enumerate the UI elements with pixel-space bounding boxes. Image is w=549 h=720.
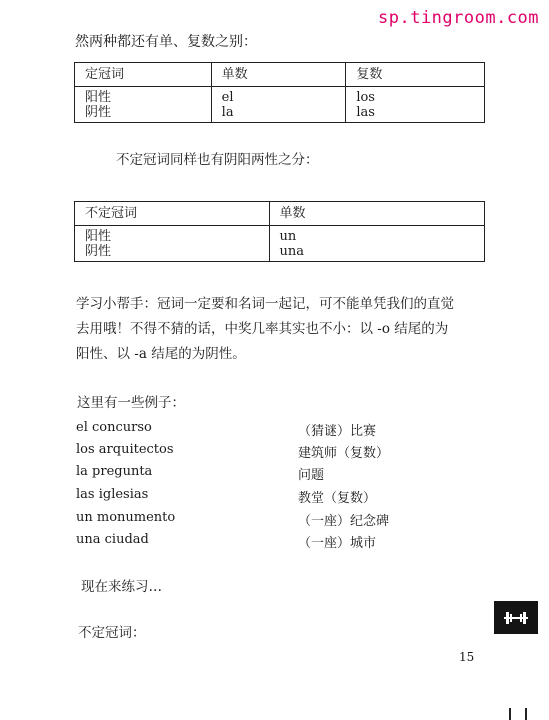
chinese-meaning: （猜谜）比赛	[298, 424, 377, 439]
spanish-word: una ciudad	[76, 532, 149, 547]
chinese-meaning: 教堂（复数）	[298, 491, 377, 506]
gender-cell	[75, 87, 212, 123]
table-header-row	[75, 63, 485, 87]
table-row	[75, 226, 485, 262]
indefinite-article-table	[74, 201, 485, 262]
table-header: 复数	[346, 63, 485, 87]
spanish-word: las iglesias	[76, 487, 149, 502]
article-value: el	[221, 90, 234, 105]
singular-cell	[211, 87, 346, 123]
table-header: 定冠词	[75, 63, 212, 87]
list-item	[76, 442, 516, 462]
page-edge-mark	[525, 708, 527, 720]
dumbbell-icon	[494, 601, 538, 634]
chinese-meaning: （一座）城市	[298, 536, 377, 551]
intro-text: 然两种都还有单、复数之别：	[75, 34, 257, 50]
list-item	[76, 464, 516, 484]
tip-line: 阳性、以 -a 结尾的为阴性。	[76, 346, 246, 362]
spanish-word: la pregunta	[76, 464, 153, 479]
spanish-word: los arquitectos	[76, 442, 174, 457]
spanish-word: un monumento	[76, 510, 176, 525]
gender-label: 阳性	[85, 90, 112, 105]
page-edge-mark	[509, 708, 511, 720]
chinese-meaning: （一座）纪念碑	[298, 514, 390, 529]
plural-cell	[346, 87, 485, 123]
spanish-word: el concurso	[76, 420, 152, 435]
watermark: sp.tingroom.com	[378, 8, 540, 28]
indefinite-intro: 不定冠词同样也有阴阳两性之分：	[116, 152, 319, 168]
list-item	[76, 532, 516, 552]
article-value: las	[356, 105, 375, 120]
article-value: los	[356, 90, 375, 105]
tip-line: 学习小帮手：冠词一定要和名词一起记，可不能单凭我们的直觉	[76, 296, 454, 312]
gender-label: 阴性	[85, 244, 112, 259]
gender-label: 阴性	[85, 105, 112, 120]
article-value: una	[279, 244, 304, 259]
article-value: la	[221, 105, 234, 120]
chinese-meaning: 问题	[298, 468, 325, 483]
study-tip	[76, 292, 496, 367]
list-item	[76, 510, 516, 530]
singular-cell	[269, 226, 485, 262]
table-header: 单数	[269, 202, 485, 226]
list-item	[76, 487, 516, 507]
examples-intro: 这里有一些例子：	[77, 395, 185, 411]
gender-cell	[75, 226, 270, 262]
page-number: 15	[459, 650, 475, 664]
article-value: un	[279, 229, 297, 244]
table-row	[75, 87, 485, 123]
indefinite-heading: 不定冠词：	[78, 625, 146, 641]
list-item	[76, 420, 516, 440]
table-header: 不定冠词	[75, 202, 270, 226]
section-tab	[494, 601, 538, 634]
table-header-row	[75, 202, 485, 226]
table-header: 单数	[211, 63, 346, 87]
tip-line: 去用哦！不得不猜的话，中奖几率其实也不小：以 -o 结尾的为	[76, 321, 449, 337]
practice-text: 现在来练习…	[81, 579, 162, 595]
gender-label: 阳性	[85, 229, 112, 244]
definite-article-table	[74, 62, 485, 123]
chinese-meaning: 建筑师（复数）	[298, 446, 390, 461]
